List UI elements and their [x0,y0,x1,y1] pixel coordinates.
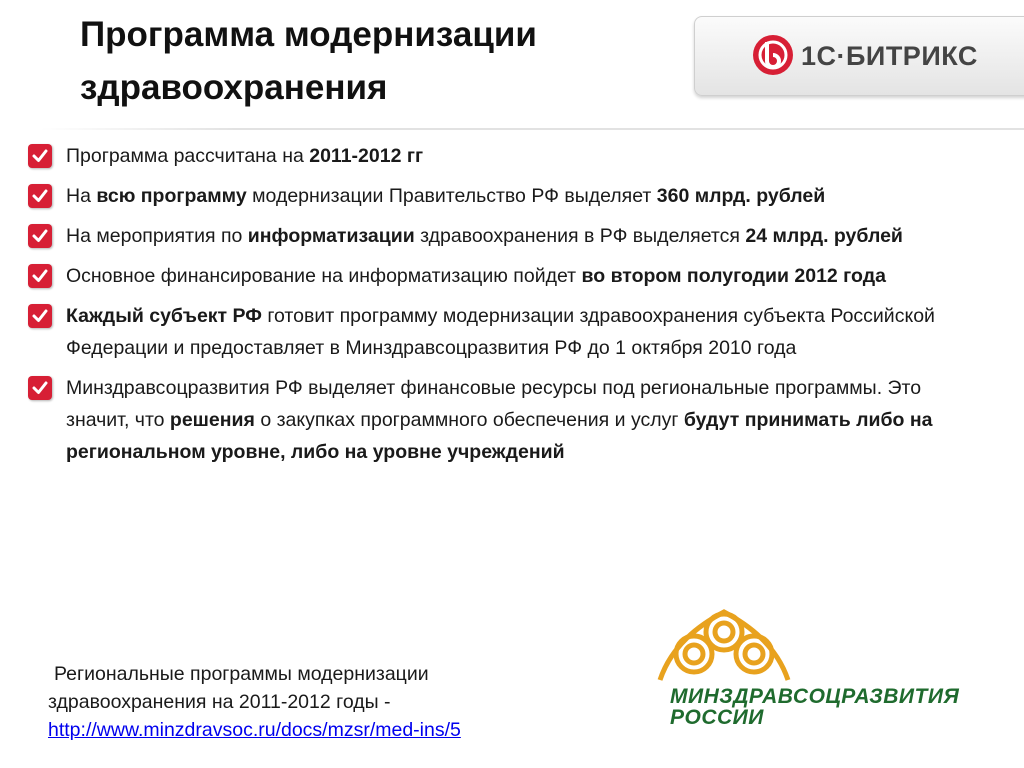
bullet-emphasis: решения [169,409,255,431]
checkbox-checked-icon [28,224,52,248]
bullet-emphasis: Каждый субъект РФ [66,305,262,327]
bullet-list [20,140,980,476]
bullet-text: здравоохранения в РФ выделяется [414,225,746,247]
bullet-text: Основное финансирование на информатизацию пойдет [66,265,582,287]
bullet-text: модернизации Правительство РФ выделяет [246,185,657,207]
checkbox-checked-icon [28,376,52,400]
page-title: Программа модернизации здравоохранения [80,15,537,107]
bullet-text: На мероприятия по [66,225,248,247]
bullet-item [20,180,980,212]
header-divider [40,128,1024,130]
bullet-item [20,372,980,468]
bullet-item [20,260,980,292]
bullet-text: Программа рассчитана на [66,145,310,167]
footer-line-2: здравоохранения на 2011-2012 годы - [48,691,391,713]
bullet-item [20,220,980,252]
ministry-name: МИНЗДРАВСОЦРАЗВИТИЯ [670,685,960,708]
bullet-emphasis: 24 млрд. рублей [745,225,903,247]
bullet-item [20,300,980,364]
footer-note [48,660,588,744]
checkbox-checked-icon [28,264,52,288]
bullet-emphasis: во втором полугодии 2012 года [581,265,886,287]
bullet-text: Минздравсоцразвития РФ выделяет финансовые ресурсы под региональные программы. Это значит, что [66,377,922,431]
ministry-emblem-icon [654,602,794,693]
bitrix-logo-icon [751,33,795,82]
bullet-emphasis: информатизации [247,225,415,247]
bullet-item [20,140,980,172]
bullet-text: готовит программу модернизации здравоохранения субъекта Российской Федерации и предоставляет в Минздравсоцразвития РФ до 1 октября 2010 года [66,305,935,359]
bullet-emphasis: будут принимать либо на региональном уровне, либо на уровне учреждений [66,409,933,463]
checkbox-checked-icon [28,144,52,168]
bullet-emphasis: 360 млрд. рублей [656,185,826,207]
checkbox-checked-icon [28,184,52,208]
bullet-emphasis: всю программу [96,185,247,207]
bullet-emphasis: 2011-2012 гг [309,145,424,167]
program-link[interactable]: http://www.minzdravsoc.ru/docs/mzsr/med-ins/5 [48,719,461,741]
footer-line-1: Региональные программы модернизации [54,663,429,685]
bullet-text: На [66,185,97,207]
checkbox-checked-icon [28,304,52,328]
bitrix-logo [694,16,1024,96]
bullet-text: о закупках программного обеспечения и услуг [254,409,684,431]
bitrix-logo-text: 1С·БИТРИКС [801,41,978,71]
ministry-name-country: РОССИИ [670,706,764,729]
